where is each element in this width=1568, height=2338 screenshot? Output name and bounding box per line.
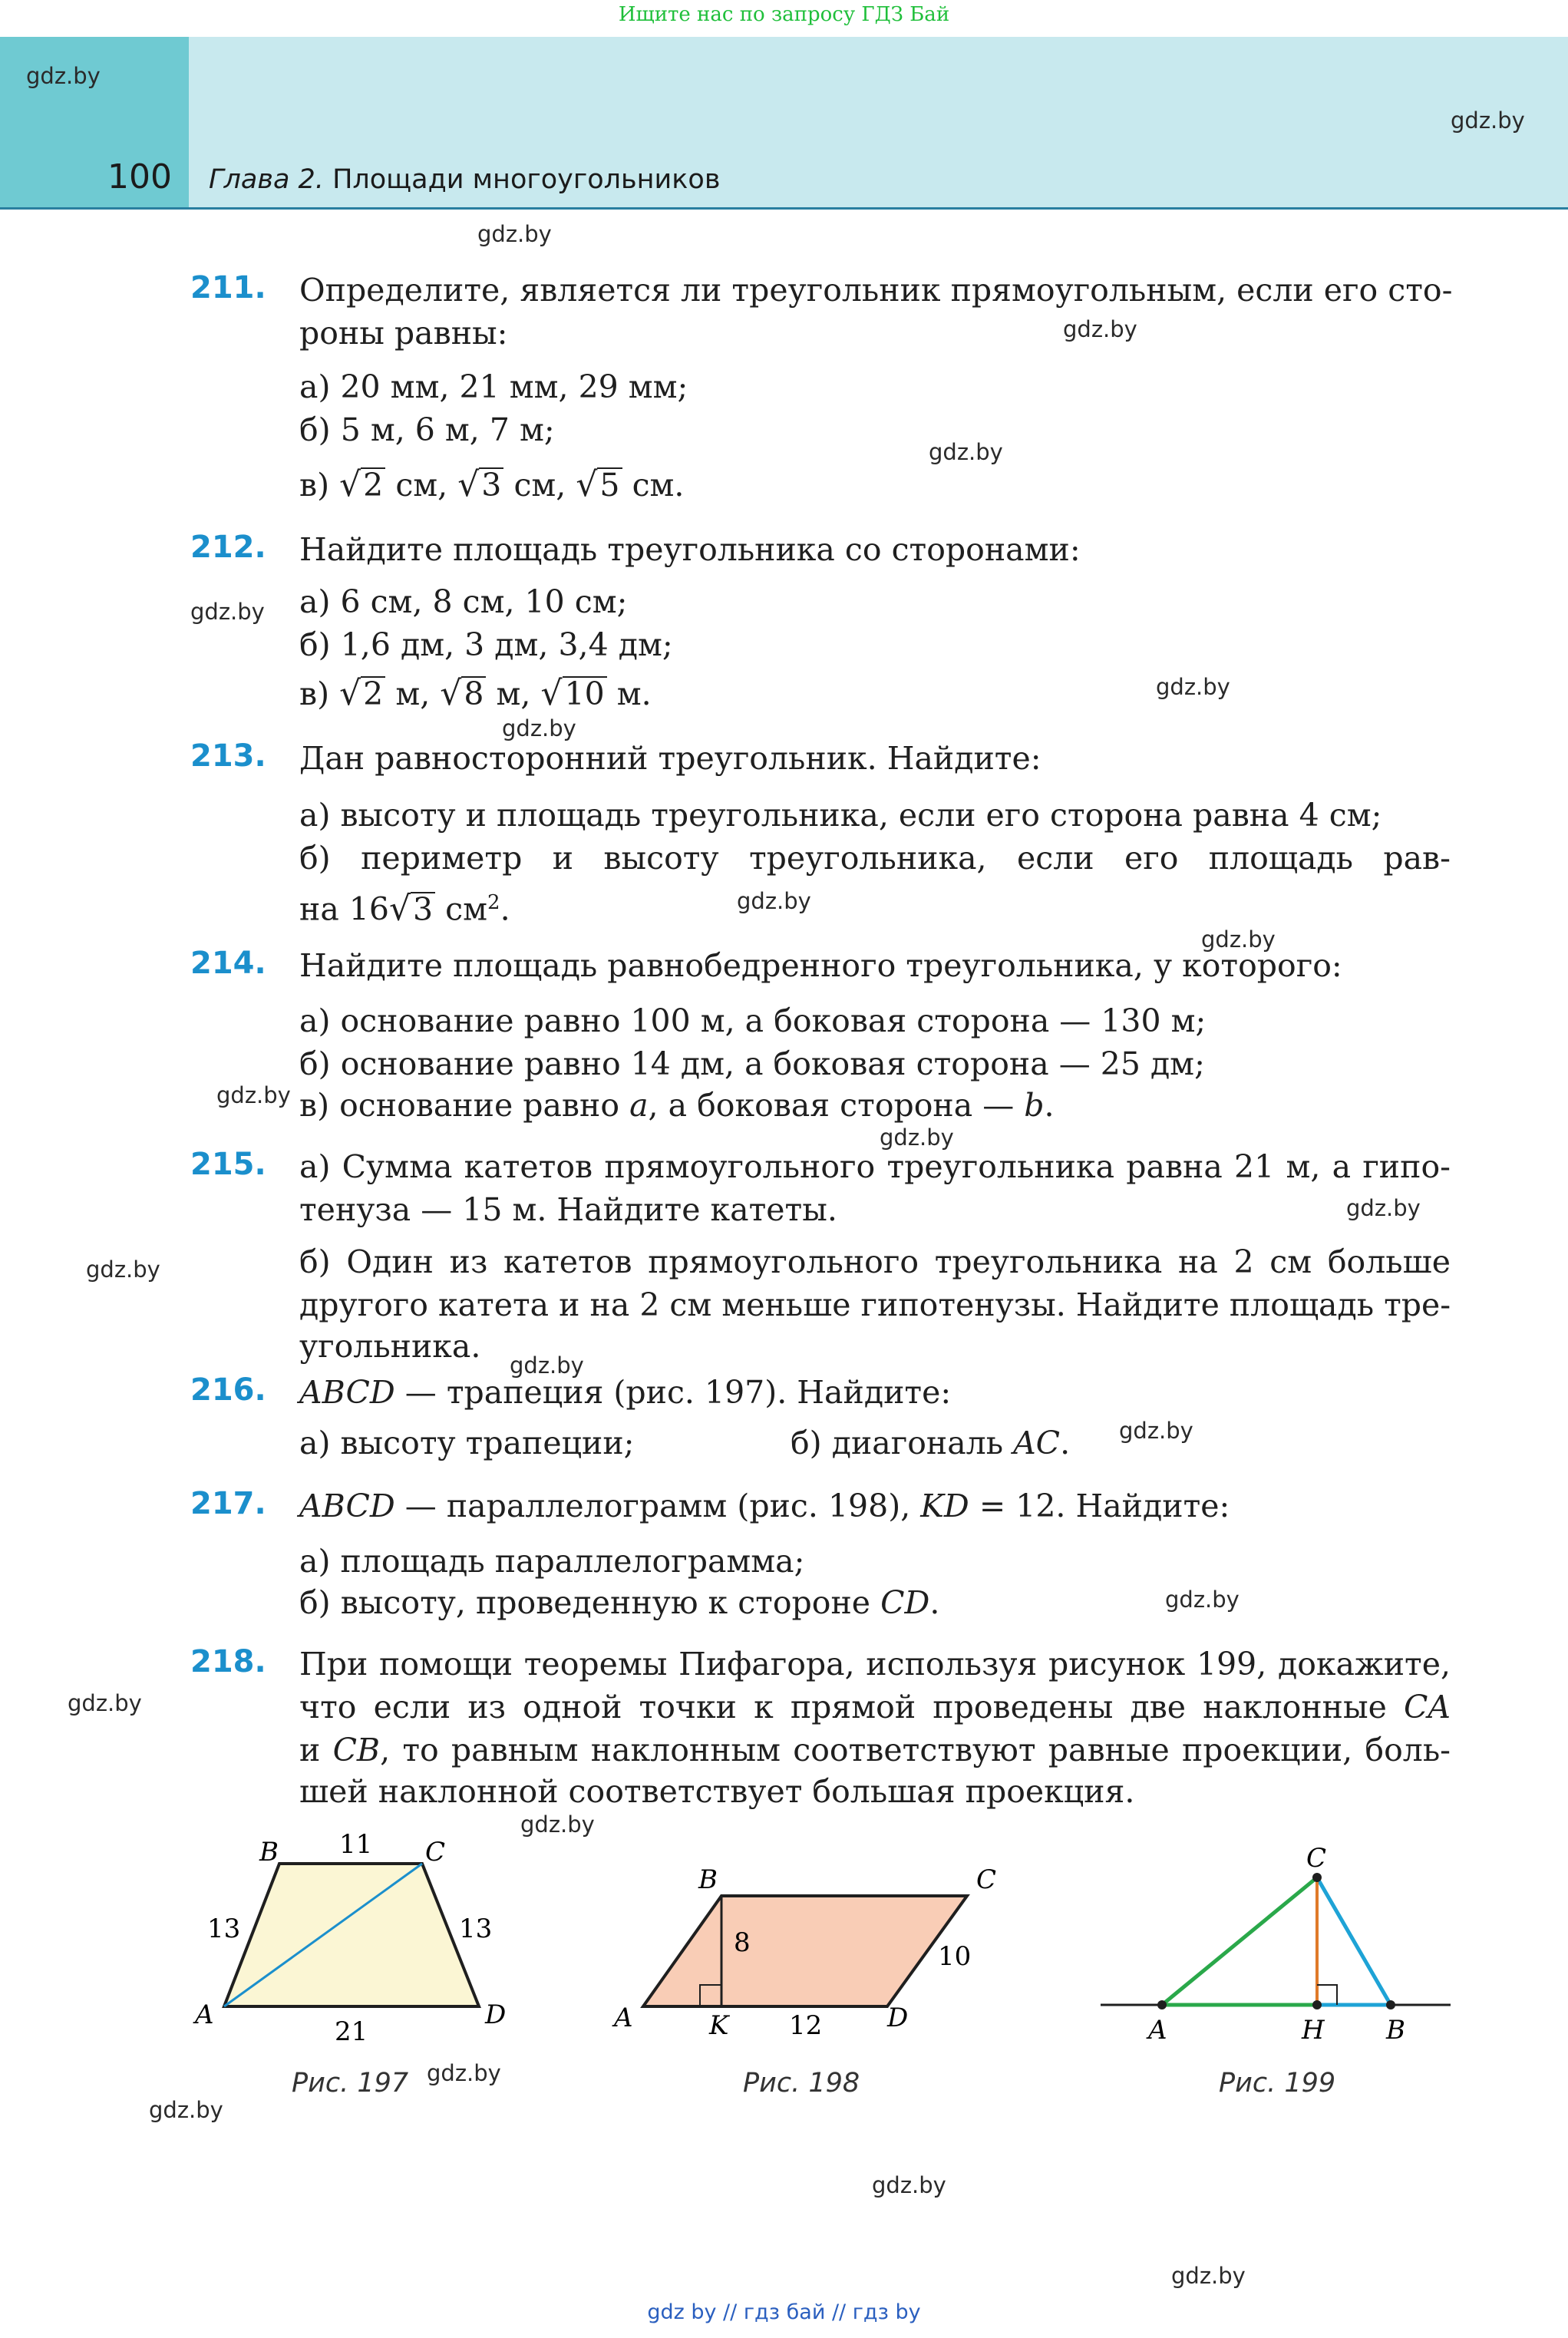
problem-text: При помощи теоремы Пифагора, используя рисунок 199, докажите, — [299, 1646, 1451, 1683]
unit: м, — [395, 675, 431, 712]
figure-197-trapezoid — [184, 1827, 537, 2057]
watermark: gdz.by — [929, 439, 1003, 465]
watermark: gdz.by — [1201, 926, 1276, 953]
vertex-b: B — [259, 1837, 279, 1867]
watermark: gdz.by — [737, 888, 811, 914]
unit: см, — [395, 467, 448, 504]
problem-number: 214. — [190, 946, 266, 981]
period: . — [929, 1584, 940, 1621]
text: — трапеция (рис. 197). Найдите: — [404, 1374, 952, 1411]
footer-links[interactable]: gdz by // гдз бай // гдз by — [647, 2300, 921, 2324]
segment-name: AC — [1013, 1425, 1061, 1461]
watermark: gdz.by — [1063, 316, 1137, 342]
option-a: а) основание равно 100 м, а боковая сторона — 130 м; — [299, 1002, 1207, 1039]
figure-name: ABCD — [299, 1488, 395, 1524]
option-c — [299, 464, 1451, 507]
watermark: gdz.by — [520, 1811, 595, 1838]
watermark: gdz.by — [1346, 1195, 1421, 1221]
text: , то равным наклонным соответствуют равные проекции, боль- — [380, 1732, 1451, 1768]
watermark: gdz.by — [510, 1352, 584, 1379]
watermark: gdz.by — [880, 1124, 954, 1151]
vertex-k: K — [709, 2010, 729, 2041]
sqrt-sign: √ — [388, 889, 411, 929]
option-label: в) — [299, 675, 330, 712]
text: что если из одной точки к прямой проведены две наклонные — [299, 1689, 1387, 1725]
option-b — [299, 1581, 1451, 1624]
radicand: 3 — [411, 892, 435, 926]
label-c: C — [1306, 1843, 1327, 1874]
option-a: а) 20 мм, 21 мм, 29 мм; — [299, 368, 688, 405]
vertex-d: D — [485, 2000, 507, 2030]
option-a: а) площадь параллелограмма; — [299, 1543, 805, 1580]
text: , а боковая сторона — — [648, 1087, 1015, 1124]
watermark: gdz.by — [427, 2060, 501, 2086]
radicand: 2 — [361, 467, 385, 501]
segment-name: CD — [880, 1584, 930, 1621]
sqrt-sign: √ — [440, 674, 462, 713]
label-h: H — [1302, 2015, 1325, 2046]
variable-b: b — [1024, 1087, 1045, 1124]
slant-cb — [1317, 1877, 1391, 2005]
caption-199: Рис. 199 — [1219, 2068, 1336, 2099]
problem-text — [299, 1686, 1451, 1729]
option-label: в) — [299, 467, 330, 504]
text: и — [299, 1732, 321, 1768]
problem-text — [299, 1729, 1451, 1772]
watermark: gdz.by — [149, 2097, 223, 2123]
problem-number: 211. — [190, 270, 266, 305]
problem-text: тенуза — 15 м. Найдите катеты. — [299, 1191, 837, 1228]
text: = 12. Найдите: — [979, 1488, 1230, 1524]
sqrt-sign: √ — [576, 465, 598, 504]
caption-198: Рис. 198 — [743, 2068, 860, 2099]
radicand: 3 — [479, 467, 503, 501]
problem-text: Найдите площадь равнобедренного треугольника, у которого: — [299, 947, 1342, 984]
option-c — [299, 672, 1451, 715]
watermark: gdz.by — [1165, 1587, 1240, 1613]
problem-number: 215. — [190, 1147, 266, 1182]
unit: см. — [632, 467, 685, 504]
sqrt-sign: √ — [339, 465, 361, 504]
option-b-cont — [299, 881, 1451, 931]
vertex-b: B — [698, 1864, 718, 1895]
point-c — [1312, 1873, 1322, 1882]
problem-text: другого катета и на 2 см меньше гипотенузы. Найдите площадь тре- — [299, 1286, 1451, 1323]
length-right: 13 — [459, 1914, 493, 1944]
problem-number: 216. — [190, 1372, 266, 1408]
text: на 16 — [299, 890, 389, 928]
radicand: 5 — [597, 467, 622, 501]
point-a — [1157, 2000, 1167, 2009]
figure-198-parallelogram — [606, 1850, 1021, 2057]
problem-text — [299, 1371, 1451, 1414]
unit: см, — [513, 467, 566, 504]
vertex-d: D — [887, 2003, 909, 2033]
page-number: 100 — [107, 157, 172, 196]
problem-text: Дан равносторонний треугольник. Найдите: — [299, 740, 1041, 777]
watermark: gdz.by — [68, 1690, 142, 1716]
sqrt-sign: √ — [457, 465, 480, 504]
problem-text: Определите, является ли треугольник прямоугольным, если его сто- — [299, 272, 1453, 309]
caption-197: Рис. 197 — [292, 2068, 409, 2099]
chapter-name: Площади многоугольников — [332, 164, 721, 195]
watermark: gdz.by — [26, 63, 101, 89]
option-c — [299, 1084, 1451, 1127]
problem-text: угольника. — [299, 1328, 481, 1365]
vertex-a: A — [195, 2000, 214, 2030]
length-kd: 12 — [789, 2010, 823, 2041]
chapter-title — [209, 164, 720, 195]
problem-text: роны равны: — [299, 315, 508, 352]
watermark: gdz.by — [1119, 1418, 1193, 1444]
vertex-c: C — [976, 1864, 997, 1895]
header-rule — [0, 207, 1568, 210]
point-h — [1312, 2000, 1322, 2009]
trapezoid-shape — [224, 1864, 479, 2006]
watermark: gdz.by — [872, 2172, 946, 2198]
length-side: 10 — [938, 1941, 972, 1972]
option-a: а) высоту трапеции; — [299, 1425, 635, 1461]
option-b: б) периметр и высоту треугольника, если его площадь рав- — [299, 840, 1451, 877]
vertex-a: A — [614, 2003, 633, 2033]
watermark: gdz.by — [1451, 107, 1525, 134]
problem-text: шей наклонной соответствует большая проекция. — [299, 1773, 1135, 1810]
figure-199-slants — [1098, 1834, 1458, 2049]
length-top: 11 — [339, 1829, 373, 1860]
option-b: б) основание равно 14 дм, а боковая сторона — 25 дм; — [299, 1045, 1205, 1082]
label-a: A — [1148, 2015, 1167, 2046]
problem-text — [299, 1484, 1451, 1527]
watermark: gdz.by — [1171, 2263, 1246, 2289]
text: в) основание равно — [299, 1087, 620, 1124]
text: — параллелограмм (рис. 198), — [404, 1488, 911, 1524]
watermark: gdz.by — [190, 599, 265, 625]
parallelogram-shape — [643, 1896, 967, 2006]
watermark: gdz.by — [1156, 674, 1230, 700]
option-a: а) высоту и площадь треугольника, если его сторона равна 4 см; — [299, 797, 1382, 834]
period: . — [1044, 1087, 1055, 1124]
watermark: gdz.by — [216, 1082, 291, 1108]
problem-text: а) Сумма катетов прямоугольного треугольника равна 21 м, а гипо- — [299, 1148, 1451, 1185]
problem-text: Найдите площадь треугольника со сторонами: — [299, 531, 1081, 568]
radicand: 8 — [461, 676, 486, 710]
radicand: 2 — [361, 676, 385, 710]
slant-ca — [1162, 1877, 1317, 2005]
figure-name: ABCD — [299, 1374, 395, 1411]
problem-number: 218. — [190, 1644, 266, 1679]
point-b — [1386, 2000, 1395, 2009]
top-banner[interactable]: Ищите нас по запросу ГДЗ Бай — [618, 3, 950, 26]
sqrt-sign: √ — [540, 674, 563, 713]
superscript: 2 — [487, 891, 500, 914]
unit: м, — [496, 675, 531, 712]
text: б) высоту, проведенную к стороне — [299, 1584, 871, 1621]
option-b: б) 5 м, 6 м, 7 м; — [299, 411, 555, 448]
problem-number: 217. — [190, 1486, 266, 1521]
option-b — [791, 1422, 1251, 1465]
variable-a: a — [629, 1087, 649, 1124]
segment-name: KD — [920, 1488, 969, 1524]
length-height: 8 — [734, 1927, 751, 1958]
watermark: gdz.by — [86, 1257, 160, 1283]
unit: см — [445, 890, 488, 928]
label-b: B — [1386, 2015, 1405, 2046]
vertex-c: C — [425, 1837, 446, 1867]
unit: м. — [616, 675, 652, 712]
period: . — [500, 890, 510, 928]
problem-number: 213. — [190, 738, 266, 774]
segment-name: CA — [1404, 1689, 1451, 1725]
radicand: 10 — [563, 676, 607, 710]
length-left: 13 — [207, 1914, 241, 1944]
watermark: gdz.by — [477, 221, 552, 247]
option-b: б) 1,6 дм, 3 дм, 3,4 дм; — [299, 626, 673, 663]
length-bottom: 21 — [335, 2016, 368, 2047]
watermark: gdz.by — [502, 715, 576, 741]
chapter-label: Глава 2. — [209, 164, 324, 195]
text: б) диагональ — [791, 1425, 1004, 1461]
option-a: а) 6 см, 8 см, 10 см; — [299, 583, 628, 620]
problem-text: б) Один из катетов прямоугольного треугольника на 2 см больше — [299, 1243, 1451, 1280]
sqrt-sign: √ — [339, 674, 361, 713]
segment-name: CB — [332, 1732, 381, 1768]
period: . — [1060, 1425, 1071, 1461]
problem-number: 212. — [190, 530, 266, 565]
